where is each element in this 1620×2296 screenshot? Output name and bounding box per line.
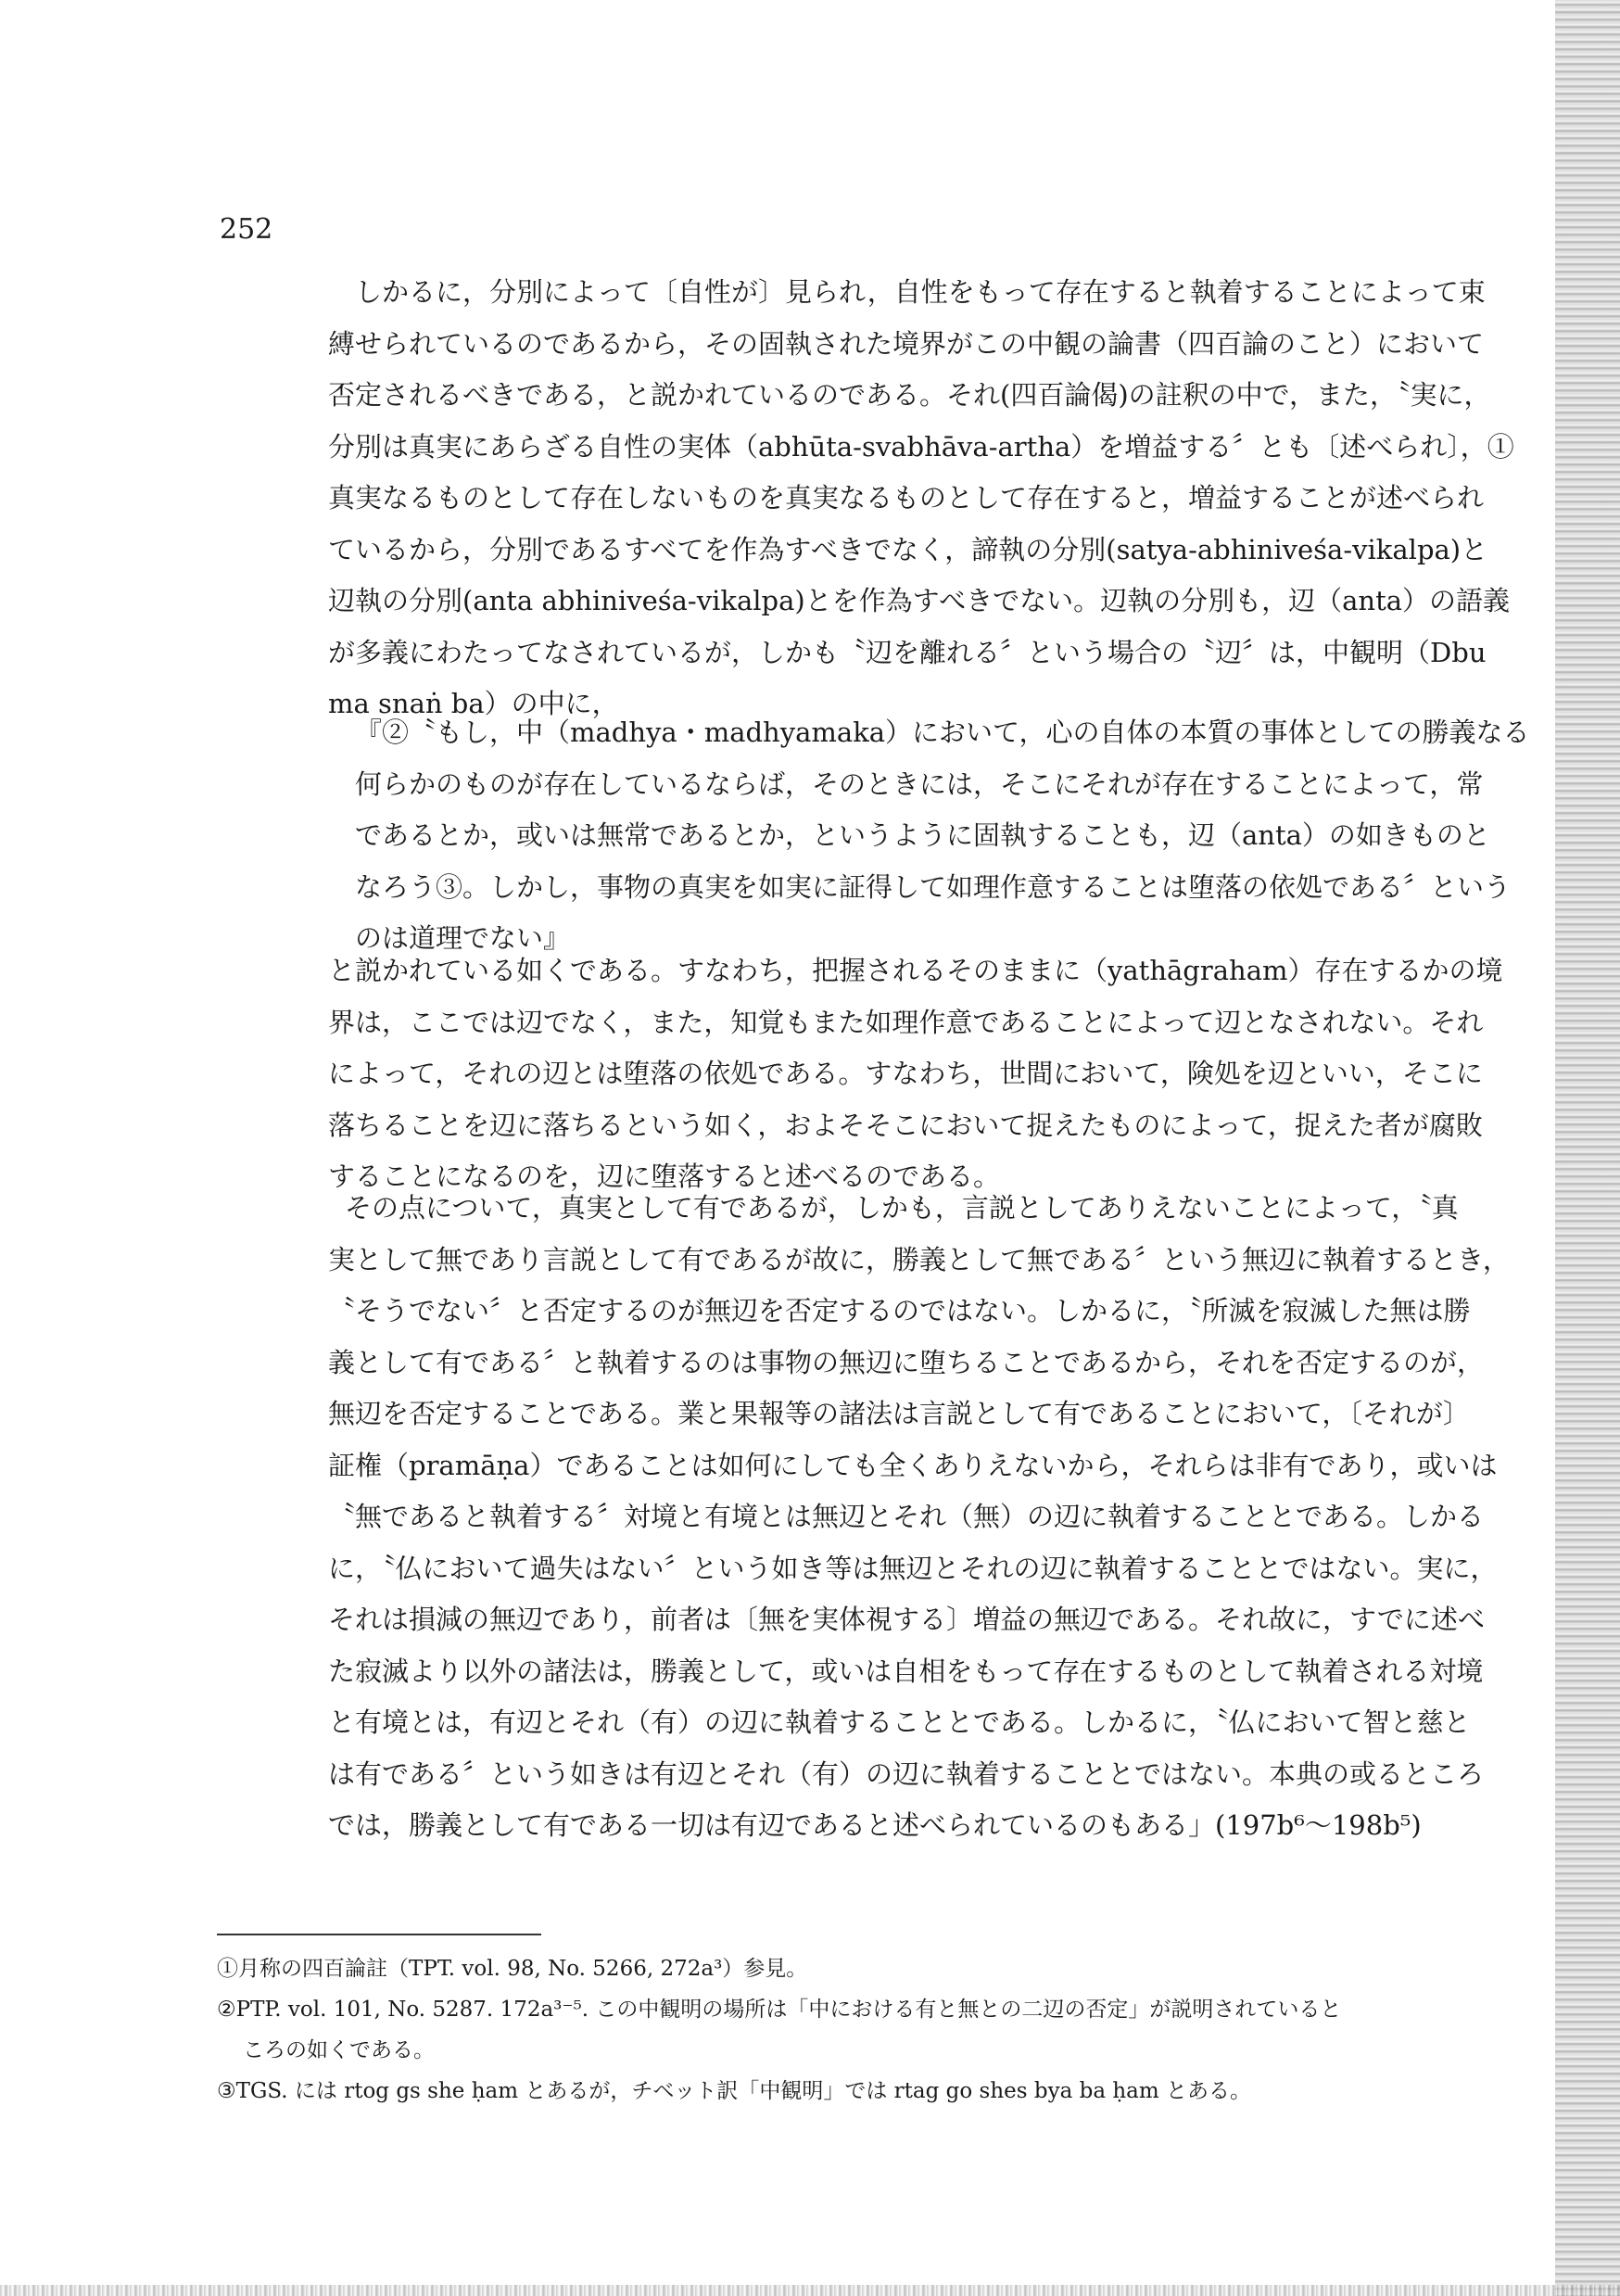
text-line: 否定されるべきである，と説かれているのである。それ(四百論偈)の註釈の中で，また，〝実に， bbox=[328, 379, 1491, 411]
quote-line: であるとか，或いは無常であるとか，というように固執することも，辺（anta）の如きものと bbox=[355, 819, 1490, 851]
text-line: それは損減の無辺であり，前者は〔無を実体視する〕増益の無辺である。それ故に，すでに述べ bbox=[328, 1604, 1485, 1635]
text-line: ma snaṅ ba）の中に， bbox=[328, 688, 619, 719]
quote-line: 『②〝もし，中（madhya・madhyamaka）において，心の自体の本質の事体としての勝義なる bbox=[355, 717, 1530, 748]
text-line: することになるのを，辺に堕落すると述べるのである。 bbox=[328, 1161, 1001, 1192]
footnote-1: ①月称の四百論註（TPT. vol. 98, No. 5266, 272a³）参見。 bbox=[217, 1957, 808, 1981]
body-paragraph-2 bbox=[328, 945, 1503, 1203]
scanned-page-edge bbox=[1555, 0, 1620, 2296]
text-line: 無辺を否定することである。業と果報等の諸法は言説として有であることにおいて，〔それが〕 bbox=[328, 1398, 1470, 1429]
text-line: 証権（pramāṇa）であることは如何にしても全くありえないから，それらは非有であり，或いは bbox=[328, 1449, 1498, 1481]
text-line: 分別は真実にあらざる自性の実体（abhūta-svabhāva-artha）を増益する〞とも〔述べられ〕，① bbox=[328, 430, 1514, 463]
footnote-2-continued: ころの如くである。 bbox=[243, 2038, 435, 2062]
block-quote bbox=[355, 707, 1530, 965]
text-line: によって，それの辺とは堕落の依処である。すなわち，世間において，険処を辺といい，そこに bbox=[328, 1058, 1483, 1089]
text-line: 界は，ここでは辺でなく，また，知覚もまた如理作意であることによって辺となされない。それ bbox=[328, 1006, 1484, 1038]
text-line: その点について，真実として有であるが，しかも，言説としてありえないことによって，〝真 bbox=[345, 1192, 1459, 1224]
text-line: 縛せられているのであるから，その固執された境界がこの中観の論書（四百論のこと）において bbox=[328, 327, 1485, 360]
quote-line: 何らかのものが存在しているならば，そのときには，そこにそれが存在することによって，常 bbox=[355, 767, 1484, 800]
text-line: た寂滅より以外の諸法は，勝義として，或いは自相をもって存在するものとして執着される対境 bbox=[328, 1655, 1484, 1687]
text-line: と説かれている如くである。すなわち，把握されるそのままに（yathāgraham）存在するかの境 bbox=[328, 955, 1503, 986]
body-paragraph-1 bbox=[328, 267, 1514, 730]
quote-line: なろう③。しかし，事物の真実を如実に証得して如理作意することは堕落の依処である〞という bbox=[355, 870, 1512, 903]
text-line: 義として有である〞と執着するのは事物の無辺に堕ちることであるから，それを否定するのが， bbox=[328, 1346, 1485, 1378]
text-line: が多義にわたってなされているが，しかも〝辺を離れる〞という場合の〝辺〞は，中観明（Dbu bbox=[328, 636, 1487, 668]
text-line: は有である〞という如きは有辺とそれ（有）の辺に執着することとではない。本典の或るところ bbox=[328, 1757, 1485, 1790]
text-line: と有境とは，有辺とそれ（有）の辺に執着することとである。しかるに，〝仏において智と慈と bbox=[328, 1706, 1471, 1738]
text-line: ているから，分別であるすべてを作為すべきでなく，諦執の分別(satya-abhiniveśa-vikalpa)と bbox=[328, 533, 1488, 565]
text-line: 〝そうでない〞と否定するのが無辺を否定するのではない。しかるに，〝所滅を寂滅した無は勝 bbox=[328, 1295, 1471, 1326]
text-line: に，〝仏において過失はない〞という如き等は無辺とそれの辺に執着することとではない。実に， bbox=[328, 1552, 1498, 1584]
footnotes bbox=[217, 1948, 1440, 2112]
footnote-divider bbox=[217, 1934, 541, 1935]
text-line: 辺執の分別(anta abhiniveśa-vikalpa)とを作為すべきでない。辺執の分別も，辺（anta）の語義 bbox=[328, 585, 1511, 616]
footnote-3: ③TGS. には rtog gs she ḥam とあるが，チベット訳「中観明」では rtag go shes bya ba ḥam とある。 bbox=[217, 2079, 1251, 2103]
text-line: 〝無であると執着する〞対境と有境とは無辺とそれ（無）の辺に執着することとである。しかる bbox=[328, 1501, 1485, 1532]
text-line: 真実なるものとして存在しないものを真実なるものとして存在すると，増益することが述べられ bbox=[328, 482, 1485, 514]
text-line: では，勝義として有である一切は有辺であると述べられているのもある」(197b⁶〜198b⁵) bbox=[328, 1809, 1422, 1841]
body-paragraph-3 bbox=[328, 1183, 1510, 1852]
scanned-bottom-edge bbox=[0, 2285, 1620, 2296]
page-number: 252 bbox=[220, 213, 273, 246]
text-line: 落ちることを辺に落ちるという如く，およそそこにおいて捉えたものによって，捉えた者が腐敗 bbox=[328, 1109, 1483, 1141]
quote-line: のは道理でない』 bbox=[355, 922, 571, 954]
text-line: しかるに，分別によって〔自性が〕見られ，自性をもって存在すると執着することによって束 bbox=[355, 276, 1486, 308]
text-line: 実として無であり言説として有であるが故に，勝義として無である〞という無辺に執着するとき， bbox=[328, 1243, 1510, 1275]
footnote-2: ②PTP. vol. 101, No. 5287. 172a³⁻⁵. この中観明の場所は「中における有と無との二辺の否定」が説明されていると bbox=[217, 1998, 1342, 2022]
